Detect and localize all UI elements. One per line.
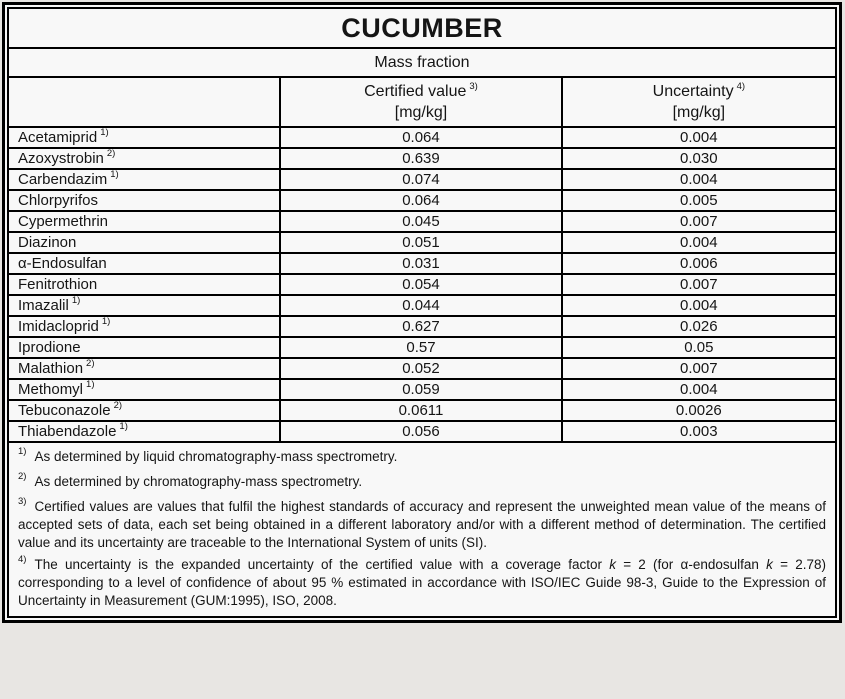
footnote-4-text-part: = 2.78) corresponding to a level of confidence of about 95 % estimated in accordance with ISO/IEC Guide 98-3, Guide to the Expression of Uncertainty in Measurement (GUM:1995), ISO, 2008.	[18, 557, 826, 608]
table-row	[8, 253, 836, 274]
certified-value-cell: 0.627	[280, 316, 561, 337]
mass-fraction-table	[7, 7, 837, 618]
column-header-uncertainty	[562, 77, 836, 127]
certified-value-cell: 0.045	[280, 211, 561, 232]
uncertainty-value-cell: 0.004	[562, 295, 836, 316]
table-row	[8, 127, 836, 148]
analyte-name: Methomyl	[18, 381, 84, 398]
uncertainty-value-cell: 0.0026	[562, 400, 836, 421]
table-row	[8, 358, 836, 379]
certified-value-cell: 0.054	[280, 274, 561, 295]
page-title: CUCUMBER	[8, 8, 836, 48]
table-row	[8, 211, 836, 232]
footnote-marker: 2)	[86, 358, 95, 369]
uncertainty-value-cell: 0.006	[562, 253, 836, 274]
analyte-name: Imidacloprid	[18, 318, 99, 335]
footnote-1-marker: 1)	[18, 445, 27, 457]
analyte-name: Acetamiprid	[18, 129, 98, 146]
footnote-3-marker: 3)	[18, 495, 27, 507]
certified-value-cell: 0.059	[280, 379, 561, 400]
table-row	[8, 337, 836, 358]
footnote-marker: 1)	[101, 316, 111, 327]
analyte-name: Fenitrothion	[18, 276, 98, 293]
table-row	[8, 232, 836, 253]
uncertainty-value-cell: 0.004	[562, 169, 836, 190]
certified-value-cell: 0.064	[280, 190, 561, 211]
certified-value-label: Certified value	[364, 83, 467, 100]
analyte-name: Thiabendazole	[18, 423, 117, 440]
table-row	[8, 316, 836, 337]
footnote-2-text: As determined by chromatography-mass spectrometry.	[34, 474, 363, 489]
table-row	[8, 169, 836, 190]
uncertainty-value-cell: 0.007	[562, 274, 836, 295]
uncertainty-value-cell: 0.005	[562, 190, 836, 211]
footnote-1-text: As determined by liquid chromatography-mass spectrometry.	[34, 449, 398, 464]
certified-value-cell: 0.074	[280, 169, 561, 190]
footnote-2	[18, 470, 826, 491]
title-row	[8, 8, 836, 48]
k-variable: k	[766, 557, 773, 572]
footnote-marker: 2)	[106, 148, 116, 159]
subtitle-mass-fraction: Mass fraction	[8, 48, 836, 77]
analyte-name: Azoxystrobin	[18, 150, 104, 167]
k-variable: k	[609, 557, 616, 572]
uncertainty-value-cell: 0.003	[562, 421, 836, 442]
analyte-name: Malathion	[18, 360, 84, 377]
certified-value-cell: 0.064	[280, 127, 561, 148]
footnotes-row	[8, 442, 836, 617]
analyte-name: α-Endosulfan	[18, 255, 107, 272]
table-row	[8, 421, 836, 442]
uncertainty-value-cell: 0.004	[562, 232, 836, 253]
table-row	[8, 295, 836, 316]
analyte-name: Carbendazim	[18, 171, 108, 188]
footnote-3	[18, 495, 826, 552]
footnote-1	[18, 445, 826, 466]
uncertainty-value-cell: 0.004	[562, 379, 836, 400]
table-row	[8, 274, 836, 295]
uncertainty-value-cell: 0.030	[562, 148, 836, 169]
table-row	[8, 400, 836, 421]
footnote-4-marker: 4)	[736, 80, 746, 92]
certified-value-cell: 0.052	[280, 358, 561, 379]
uncertainty-value-cell: 0.026	[562, 316, 836, 337]
analyte-name: Iprodione	[18, 339, 81, 356]
footnote-marker: 1)	[100, 127, 109, 138]
footnote-4	[18, 553, 826, 610]
certified-value-cell: 0.639	[280, 148, 561, 169]
analyte-name: Chlorpyrifos	[18, 192, 99, 209]
uncertainty-value-cell: 0.05	[562, 337, 836, 358]
footnote-3-text: Certified values are values that fulfil the highest standards of accuracy and represent the unweighted mean value of the means of accepted sets of data, each set being obtained in a different laboratory and/or with a different method of determination. The certified value and its uncertainty are traceable to the International System of units (SI).	[18, 499, 826, 550]
uncertainty-value-cell: 0.007	[562, 211, 836, 232]
analyte-name: Cypermethrin	[18, 213, 109, 230]
analyte-name: Tebuconazole	[18, 402, 111, 419]
table-row	[8, 379, 836, 400]
column-header-row	[8, 77, 836, 127]
certified-value-unit: [mg/kg]	[394, 104, 448, 121]
uncertainty-value-cell: 0.007	[562, 358, 836, 379]
analyte-name: Diazinon	[18, 234, 77, 251]
empty-header-cell	[8, 77, 280, 127]
footnote-2-marker: 2)	[18, 470, 27, 482]
table-row	[8, 148, 836, 169]
certified-value-cell: 0.051	[280, 232, 561, 253]
certified-value-cell: 0.57	[280, 337, 561, 358]
footnote-marker: 2)	[113, 400, 123, 411]
footnote-4-marker: 4)	[18, 553, 27, 565]
table-row	[8, 190, 836, 211]
analyte-name: Imazalil	[18, 297, 69, 314]
footnote-4-text-part: The uncertainty is the expanded uncertainty of the certified value with a coverage factor	[34, 557, 610, 572]
footnote-marker: 1)	[110, 169, 119, 180]
footnote-marker: 1)	[119, 421, 128, 432]
certified-value-cell: 0.031	[280, 253, 561, 274]
certified-value-cell: 0.0611	[280, 400, 561, 421]
certified-value-cell: 0.044	[280, 295, 561, 316]
footnote-marker: 1)	[71, 295, 81, 306]
uncertainty-value-cell: 0.004	[562, 127, 836, 148]
certificate-table-document	[2, 2, 842, 623]
column-header-certified-value	[280, 77, 561, 127]
footnote-4-text-part: = 2 (for α-endosulfan	[615, 557, 767, 572]
subtitle-row	[8, 48, 836, 77]
certified-value-cell: 0.056	[280, 421, 561, 442]
uncertainty-label: Uncertainty	[652, 83, 734, 100]
footnotes-section	[8, 442, 836, 617]
footnote-marker: 1)	[86, 379, 95, 390]
footnote-3-marker: 3)	[469, 80, 478, 92]
uncertainty-unit: [mg/kg]	[672, 104, 726, 121]
document-border	[2, 2, 842, 623]
